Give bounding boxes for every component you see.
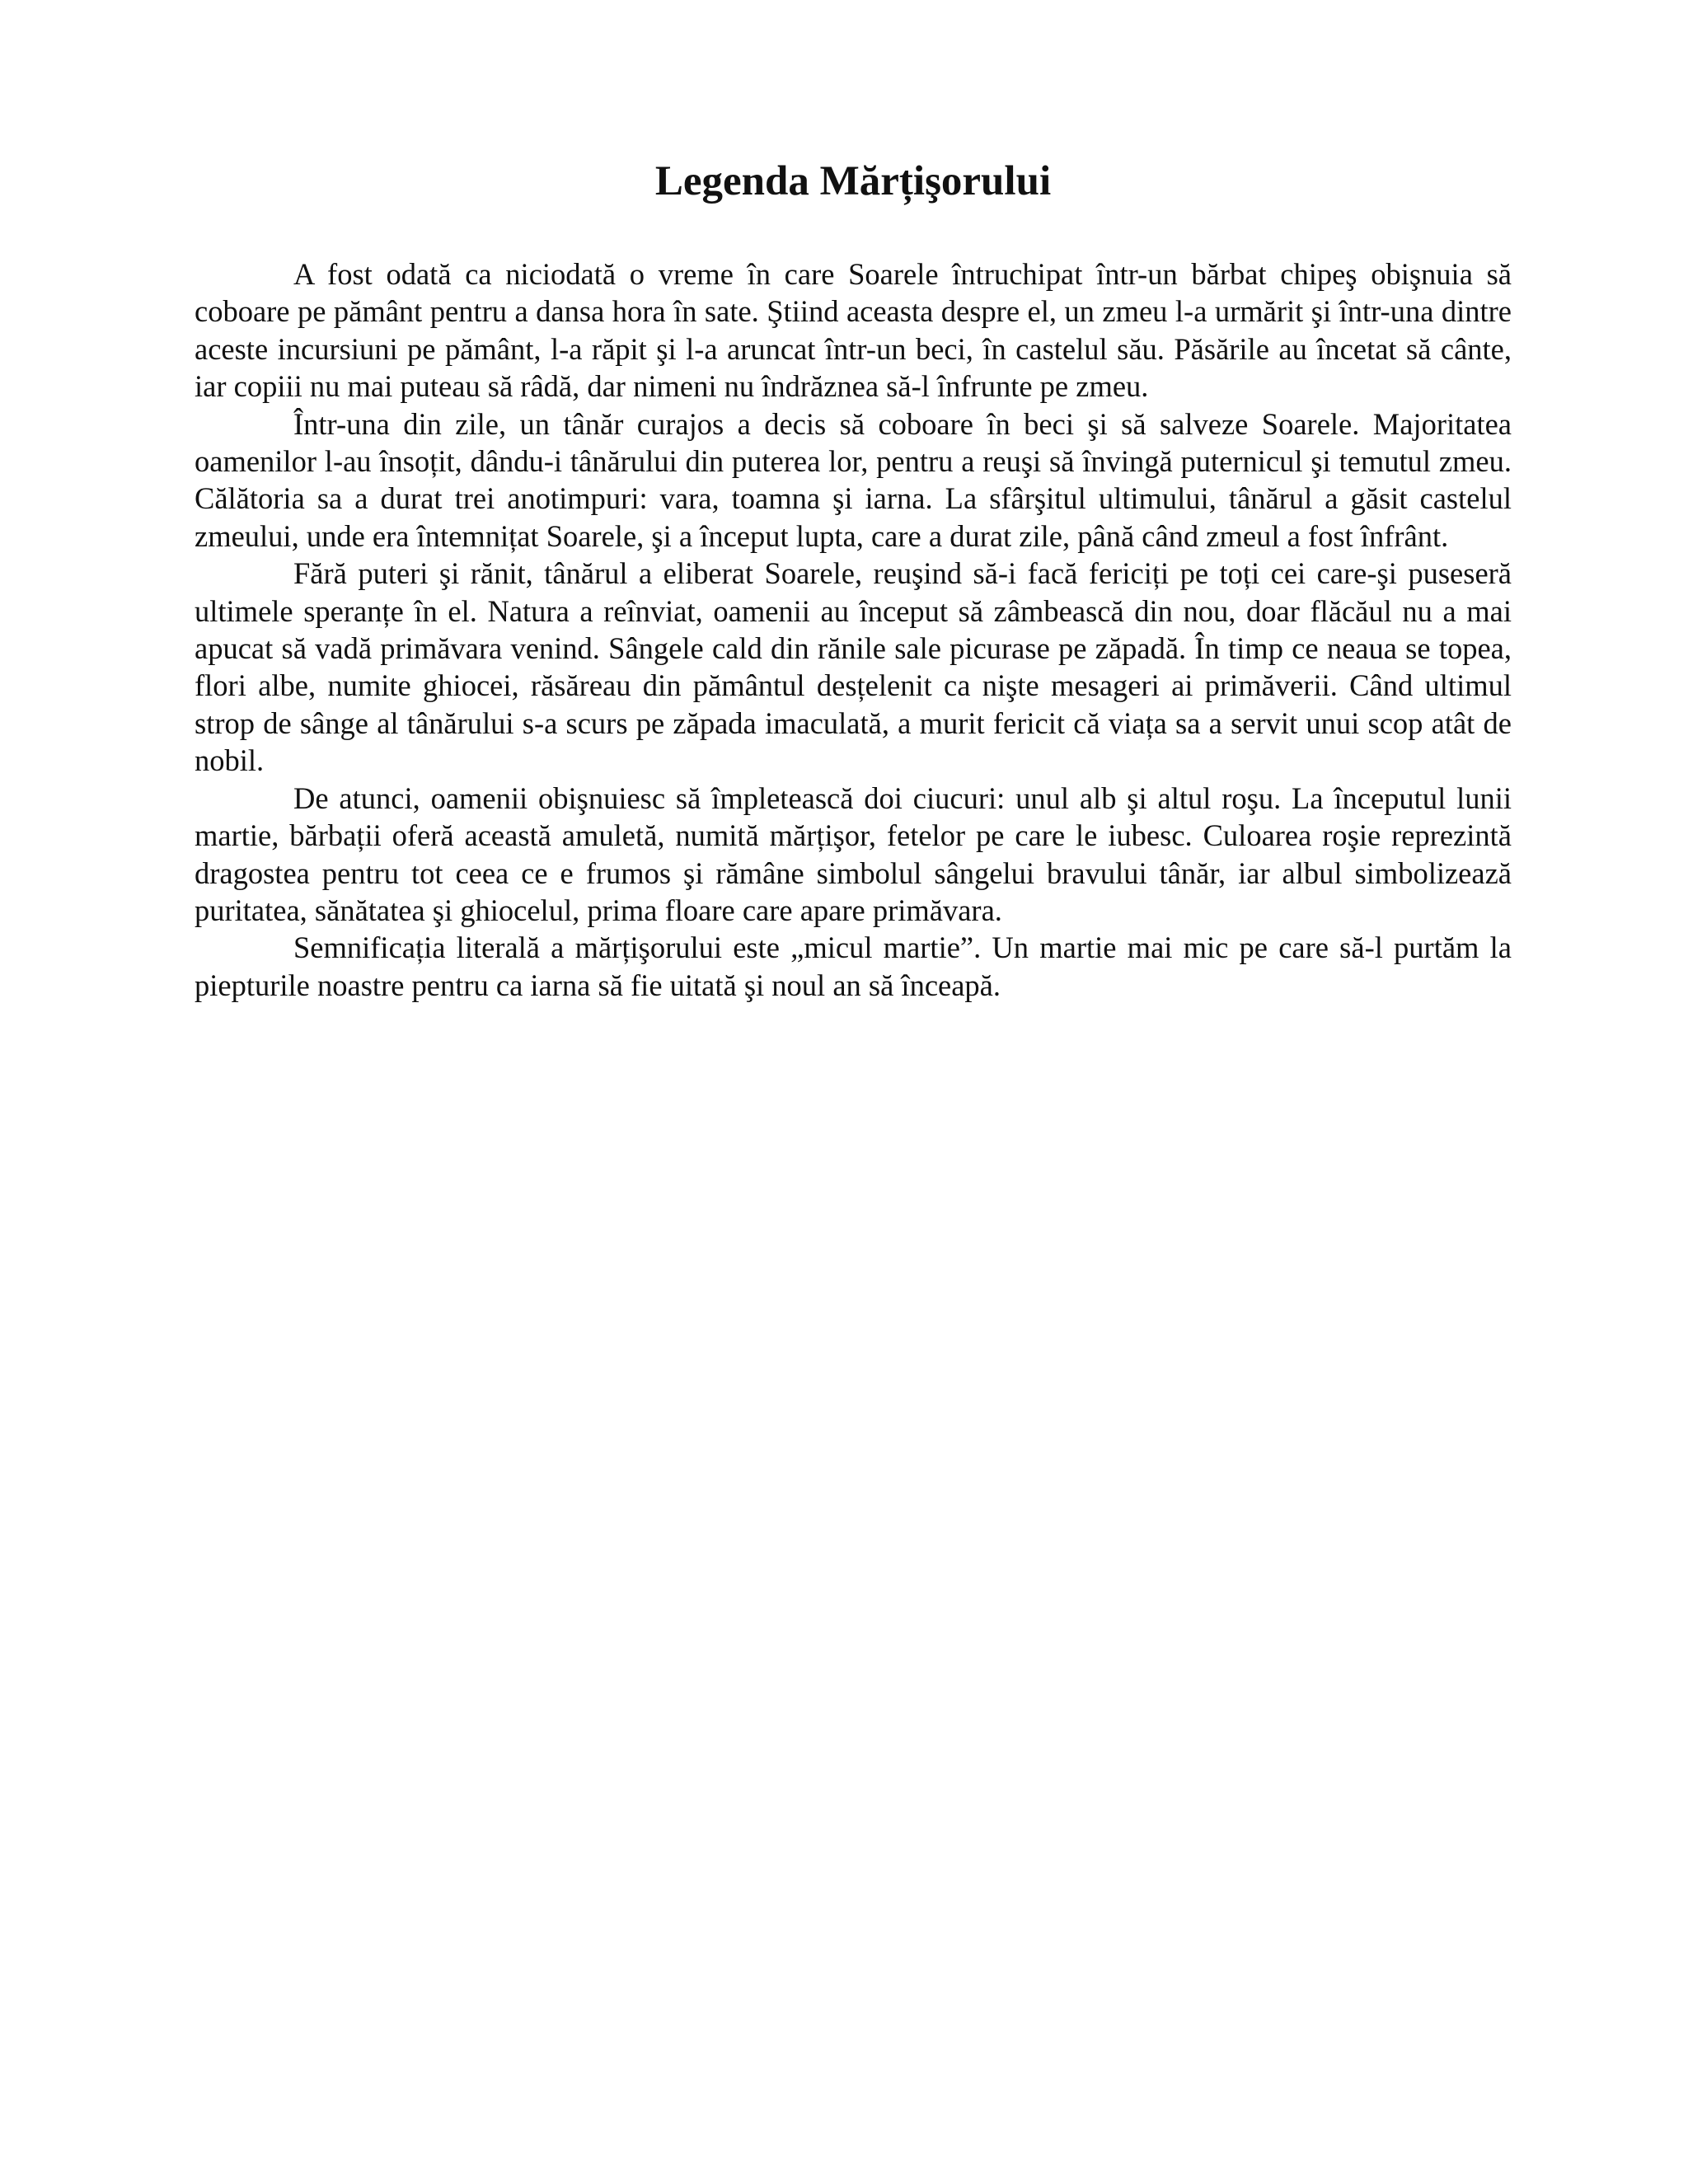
paragraph-1: A fost odată ca niciodată o vreme în care Soarele întruchipat într-un bărbat chipeş obişnuia să coboare pe pământ pentru a dansa hora în sate. Ştiind aceasta despre el, un zmeu l-a urmărit şi într-una dintre aceste incursiuni pe pământ, l-a răpit şi l-a aruncat într-un beci, în castelul său. Păsările au încetat să cânte, iar copiii nu mai puteau să râdă, dar nimeni nu îndrăznea să-l înfrunte pe zmeu. xyxy=(195,257,1512,404)
paragraph-3: Fără puteri şi rănit, tânărul a eliberat Soarele, reuşind să-i facă fericiți pe toți cei care-şi puseseră ultimele speranțe în el. Natura a reînviat, oamenii au început să zâmbească din nou, doar flăcăul nu a mai apucat să vadă primăvara venind. Sângele cald din rănile sale picurase pe zăpadă. În timp ce neaua se topea, flori albe, numite ghiocei, răsăreau din pământul desțelenit ca nişte mesageri ai primăverii. Când ultimul strop de sânge al tânărului s-a scurs pe zăpada imaculată, a murit fericit că viața sa a servit unui scop atât de nobil. xyxy=(195,556,1512,778)
document-title: Legenda Mărțişorului xyxy=(654,158,1052,204)
paragraph-4: De atunci, oamenii obişnuiesc să împletească doi ciucuri: unul alb şi altul roşu. La începutul lunii martie, bărbații oferă această amuletă, numită mărțişor, fetelor pe care le iubesc. Culoarea roşie reprezintă dragostea pentru tot ceea ce e frumos şi rămâne simbolul sângelui bravului tânăr, iar albul simbolizează puritatea, sănătatea şi ghiocelul, prima floare care apare primăvara. xyxy=(195,780,1512,927)
document-page xyxy=(195,157,1512,1004)
paragraph-5: Semnificația literală a mărțişorului este „micul martie”. Un martie mai mic pe care să-l purtăm la piepturile noastre pentru ca iarna să fie uitată şi noul an să înceapă. xyxy=(195,930,1512,1002)
paragraph-2: Într-una din zile, un tânăr curajos a decis să coboare în beci şi să salveze Soarele. Majoritatea oamenilor l-au însoțit, dându-i tânărului din puterea lor, pentru a reuşi să învingă puternicul şi temutul zmeu. Călătoria sa a durat trei anotimpuri: vara, toamna şi iarna. La sfârşitul ultimului, tânărul a găsit castelul zmeului, unde era întemnițat Soarele, şi a început lupta, care a durat zile, până când zmeul a fost înfrânt. xyxy=(195,406,1512,553)
